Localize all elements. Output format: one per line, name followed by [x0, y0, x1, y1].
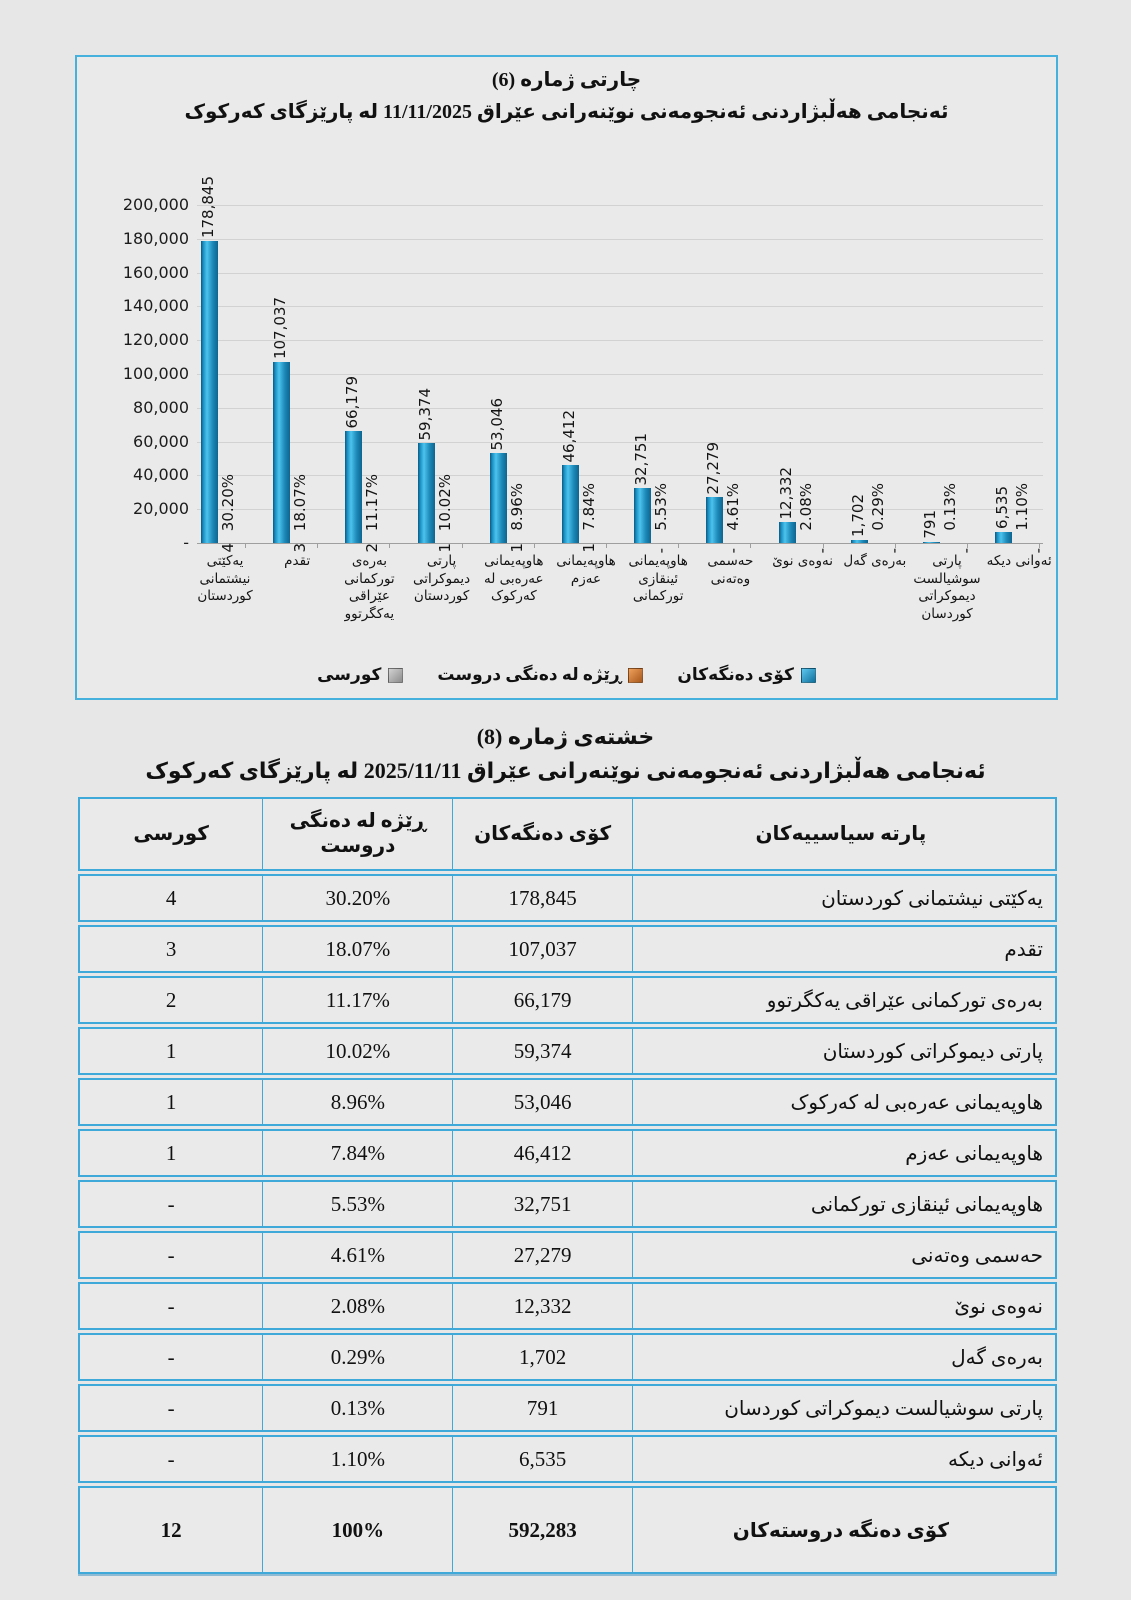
table-cell-percent: ڕێژە له دەنگی دروست — [263, 799, 453, 869]
table-row — [78, 976, 1057, 1024]
bar-percent-label: 0.29% — [868, 483, 887, 531]
gridline — [197, 205, 1043, 206]
gridline — [197, 475, 1043, 476]
table-cell-party: تقدم — [1004, 938, 1043, 961]
y-axis-tick-label: 60,000 — [133, 431, 189, 451]
table-cell-percent: 0.29% — [263, 1335, 453, 1379]
legend-item — [437, 665, 643, 685]
bar-seats-label: 3 — [291, 543, 310, 553]
bar-value-label: 53,046 — [487, 397, 506, 450]
bar — [562, 465, 579, 543]
table-cell-seats: - — [80, 1437, 263, 1481]
bar-value-label: 27,279 — [704, 441, 723, 494]
table-cell-percent: 10.02% — [263, 1029, 453, 1073]
bar — [418, 443, 435, 543]
table-cell-percent: 4.61% — [263, 1233, 453, 1277]
bar — [779, 522, 796, 543]
x-axis-category-label: پارتی دیموکراتی کوردستان — [413, 553, 471, 605]
bar-percent-label: 4.61% — [724, 483, 743, 531]
table-row — [78, 1333, 1057, 1381]
table-cell-seats: - — [80, 1284, 263, 1328]
table-cell-votes: 1,702 — [453, 1335, 632, 1379]
table-cell-seats: - — [80, 1386, 263, 1430]
table-cell-percent: 5.53% — [263, 1182, 453, 1226]
bar-percent-label: 7.84% — [580, 483, 598, 531]
table-cell-votes: کۆی دەنگەکان — [453, 799, 632, 869]
gridline — [197, 340, 1043, 341]
legend-swatch — [388, 668, 403, 683]
x-axis-tick — [678, 544, 679, 548]
table-row — [78, 874, 1057, 922]
bar — [851, 540, 868, 543]
table-cell-party: هاوپەیمانی ئینقازی تورکمانی — [810, 1193, 1043, 1216]
gridline — [197, 239, 1043, 240]
chart-subtitle: ئەنجامی هەڵبژاردنی ئەنجومەنی نوێنەرانی عێراق 11/11/2025 له پارێزگای کەرکوک — [184, 101, 949, 123]
table-cell-party: حەسمی وەتەنی — [911, 1244, 1043, 1267]
table-row — [78, 1282, 1057, 1330]
table-cell-percent: 8.96% — [263, 1080, 453, 1124]
bar-value-label: 791 — [921, 510, 939, 539]
table-cell-votes: 592,283 — [453, 1488, 632, 1572]
table-cell-percent: 2.08% — [263, 1284, 453, 1328]
gridline — [197, 374, 1043, 375]
bar-percent-label: 2.08% — [796, 483, 815, 531]
bar-seats-label: - — [724, 547, 743, 553]
table-cell-votes: 53,046 — [453, 1080, 632, 1124]
x-axis-category-label: بەرەی تورکمانی عێراقی یەکگرتوو — [344, 553, 395, 622]
table-cell-party: نەوەی نوێ — [954, 1295, 1043, 1318]
table-subtitle: ئەنجامی هەڵبژاردنی ئەنجومەنی نوێنەرانی عێراق 2025/11/11 له پارێزگای کەرکوک — [145, 758, 986, 783]
table-cell-votes: 66,179 — [453, 978, 632, 1022]
y-axis-tick-label: 120,000 — [122, 330, 189, 350]
table-cell-seats: کورسی — [80, 799, 263, 869]
table-cell-seats: 4 — [80, 876, 263, 920]
table-row — [78, 1435, 1057, 1483]
bar-percent-label: 11.17% — [363, 473, 382, 531]
legend-swatch — [801, 668, 816, 683]
legend-item — [677, 665, 816, 685]
bar-value-label: 107,037 — [271, 296, 290, 359]
bar-seats-label: 1 — [580, 543, 598, 553]
bar-percent-label: 10.02% — [435, 473, 454, 531]
table-cell-percent: 1.10% — [263, 1437, 453, 1481]
bar-seats-label: 4 — [219, 543, 237, 553]
chart-legend — [77, 665, 1056, 685]
table-cell-party: بەرەی گەل — [951, 1346, 1043, 1369]
gridline — [197, 306, 1043, 307]
table-cell-votes: 46,412 — [453, 1131, 632, 1175]
table-cell-seats: 12 — [80, 1488, 263, 1572]
bar-value-label: 46,412 — [560, 409, 578, 462]
x-axis-category-label: هاوپەیمانی عەزم — [556, 553, 616, 587]
bar-seats-label: - — [1029, 547, 1048, 553]
x-axis-category-label: حەسمی وەتەنی — [707, 553, 754, 587]
table-cell-seats: 1 — [80, 1029, 263, 1073]
bar-value-label: 59,374 — [415, 387, 434, 440]
bar-value-label: 6,535 — [993, 486, 1012, 529]
x-axis-category-label: بەرەی گەل — [843, 553, 907, 569]
y-axis-tick-label: - — [183, 533, 189, 552]
table-row — [78, 1231, 1057, 1279]
bar-seats-label: - — [957, 547, 975, 553]
y-axis-tick-label: 100,000 — [122, 364, 189, 383]
bar-value-label: 1,702 — [848, 494, 867, 537]
x-axis-line — [197, 543, 1043, 544]
table-cell-seats: 3 — [80, 927, 263, 971]
table-cell-votes: 32,751 — [453, 1182, 632, 1226]
x-axis-category-label: هاوپەیمانی عەرەبی له کەرکوک — [484, 553, 544, 605]
table-cell-seats: - — [80, 1233, 263, 1277]
table-cell-percent: 0.13% — [263, 1386, 453, 1430]
table-cell-party: هاوپەیمانی عەزم — [905, 1142, 1043, 1165]
table-cell-party: یەکێتی نیشتمانی کوردستان — [821, 887, 1043, 910]
table-cell-party: پارته سیاسییەکان — [755, 822, 927, 845]
bar — [490, 453, 507, 543]
bar-value-label: 66,179 — [343, 375, 362, 428]
table-cell-votes: 59,374 — [453, 1029, 632, 1073]
legend-label: کورسی — [317, 665, 382, 684]
gridline — [197, 509, 1043, 510]
bar-seats-label: - — [652, 547, 671, 553]
bar — [706, 497, 723, 543]
gridline — [197, 273, 1043, 274]
legend-label: کۆی دەنگەکان — [677, 665, 794, 684]
table-header-row — [78, 797, 1057, 871]
legend-swatch — [628, 668, 643, 683]
y-axis-tick-label: 160,000 — [122, 262, 189, 282]
bar-percent-label: 30.20% — [219, 473, 237, 531]
gridline — [197, 442, 1043, 443]
table-cell-party: هاوپەیمانی عەرەبی له کەرکوک — [790, 1091, 1043, 1114]
table-cell-votes: 107,037 — [453, 927, 632, 971]
x-axis-tick — [317, 544, 318, 548]
legend-item — [317, 665, 403, 685]
table-cell-seats: - — [80, 1335, 263, 1379]
bar-seats-label: 1 — [435, 543, 454, 553]
chart-title: چارتی ژماره (6) — [491, 69, 642, 91]
bar — [273, 362, 290, 543]
legend-label: ڕێژە له دەنگی دروست — [437, 665, 622, 684]
bar — [634, 488, 651, 543]
bar — [995, 532, 1012, 543]
y-axis-tick-label: 140,000 — [122, 296, 189, 316]
x-axis-tick — [750, 544, 751, 548]
table-cell-party: پارتی سوشیالست دیموکراتی کوردسان — [724, 1397, 1043, 1420]
table-cell-percent: 18.07% — [263, 927, 453, 971]
table-cell-votes: 178,845 — [453, 876, 632, 920]
x-axis-category-label: تقدم — [284, 553, 311, 569]
table-cell-votes: 791 — [453, 1386, 632, 1430]
table-row — [78, 1027, 1057, 1075]
x-axis-tick — [462, 544, 463, 548]
bar-percent-label: 1.10% — [1013, 483, 1032, 531]
x-axis-category-label: هاوپەیمانی ئینقازی تورکمانی — [628, 553, 688, 605]
table-cell-seats: 1 — [80, 1131, 263, 1175]
table-row — [78, 1129, 1057, 1177]
table-title: خشتەی ژماره (8) — [476, 724, 655, 749]
bar — [345, 431, 362, 543]
bar-value-label: 32,751 — [632, 432, 651, 485]
table-row — [78, 1180, 1057, 1228]
y-axis-tick-label: 40,000 — [133, 465, 189, 485]
y-axis-tick-label: 200,000 — [122, 195, 189, 214]
bar-percent-label: 5.53% — [652, 483, 671, 531]
x-axis-tick — [606, 544, 607, 548]
table-total-row — [78, 1486, 1057, 1574]
y-axis-tick-label: 180,000 — [122, 228, 189, 248]
table-cell-percent: 100% — [263, 1488, 453, 1572]
x-axis-category-label: نەوەی نوێ — [772, 553, 833, 569]
bar-percent-label: 18.07% — [291, 473, 310, 531]
table-cell-seats: 1 — [80, 1080, 263, 1124]
bar-seats-label: - — [812, 547, 831, 553]
bar-percent-label: 8.96% — [507, 483, 526, 531]
x-axis-tick — [534, 544, 535, 548]
table-cell-party: پارتی دیموکراتی کوردستان — [822, 1040, 1043, 1063]
bar-value-label: 178,845 — [199, 175, 217, 238]
bar — [201, 241, 218, 543]
table-cell-votes: 27,279 — [453, 1233, 632, 1277]
results-table — [78, 797, 1057, 1577]
table-cell-party: بەرەی تورکمانی عێراقی یەکگرتوو — [766, 989, 1043, 1012]
bar-seats-label: 2 — [363, 543, 382, 553]
table-row — [78, 925, 1057, 973]
y-axis-tick-label: 80,000 — [133, 397, 189, 417]
y-axis-tick-label: 20,000 — [133, 499, 189, 519]
gridline — [197, 408, 1043, 409]
x-axis-category-label: یەکێتی نیشتمانی کوردستان — [197, 553, 253, 605]
bar-seats-label: - — [884, 547, 903, 553]
table-cell-party: کۆی دەنگە دروستەکان — [732, 1519, 949, 1542]
bar — [923, 542, 940, 543]
chart-panel — [75, 55, 1058, 700]
bar-value-label: 12,332 — [776, 466, 795, 519]
bar-seats-label: 1 — [507, 543, 526, 553]
table-row — [78, 1078, 1057, 1126]
table-cell-votes: 6,535 — [453, 1437, 632, 1481]
table-cell-seats: 2 — [80, 978, 263, 1022]
table-cell-votes: 12,332 — [453, 1284, 632, 1328]
table-row — [78, 1384, 1057, 1432]
table-cell-seats: - — [80, 1182, 263, 1226]
x-axis-category-label: ئەوانی دیکه — [986, 553, 1052, 569]
x-axis-tick — [245, 544, 246, 548]
x-axis-tick — [389, 544, 390, 548]
table-cell-percent: 11.17% — [263, 978, 453, 1022]
table-cell-percent: 30.20% — [263, 876, 453, 920]
table-cell-party: ئەوانی دیکه — [948, 1448, 1043, 1471]
x-axis-category-label: پارتی سوشیالست دیموکراتی کوردسان — [913, 553, 981, 622]
bar-percent-label: 0.13% — [941, 483, 959, 531]
plot-area — [77, 57, 1056, 698]
table-cell-percent: 7.84% — [263, 1131, 453, 1175]
